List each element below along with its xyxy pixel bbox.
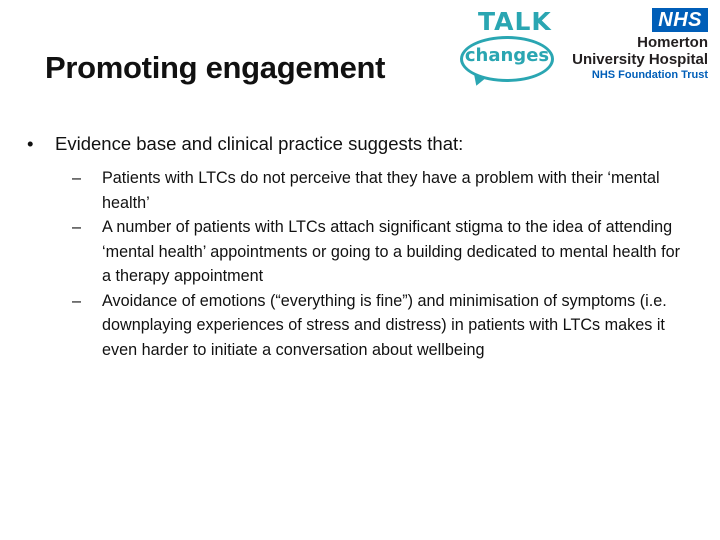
changes-logo-word: changes [464, 45, 550, 66]
nhs-badge: NHS [652, 8, 708, 32]
sub-bullet-list [72, 166, 687, 362]
talk-logo-word: TALK [478, 7, 552, 36]
sub-bullet-text: A number of patients with LTCs attach significant stigma to the idea of attending ‘mental health’ appointments or going to a building dedicated to mental health for a therapy appointment [102, 218, 681, 285]
main-bullet [27, 132, 687, 156]
main-bullet-text: Evidence base and clinical practice suggests that: [55, 133, 464, 154]
sub-bullet [72, 215, 687, 289]
sub-bullet-mark: – [72, 218, 82, 236]
sub-bullet-mark: – [72, 291, 82, 310]
sub-bullet [72, 166, 687, 215]
org-name-line1: Homerton [637, 34, 708, 51]
sub-bullet [72, 289, 687, 363]
talk-changes-logo [458, 6, 560, 92]
sub-bullet-mark: – [72, 169, 82, 187]
nhs-trust-logo [548, 8, 708, 82]
sub-bullet-text: Avoidance of emotions (“everything is fine”) and minimisation of symptoms (i.e. downplaying experiences of stress and distress) in patients with LTCs makes it even harder to initiate a conversation about wellbeing [102, 291, 667, 359]
slide-title: Promoting engagement [45, 50, 386, 85]
slide-content [27, 132, 687, 362]
sub-bullet-text: Patients with LTCs do not perceive that they have a problem with their ‘mental health’ [102, 169, 660, 212]
org-name-line2: University Hospital [572, 51, 708, 68]
org-name-line3: NHS Foundation Trust [591, 69, 708, 81]
bullet-mark: • [27, 133, 34, 154]
